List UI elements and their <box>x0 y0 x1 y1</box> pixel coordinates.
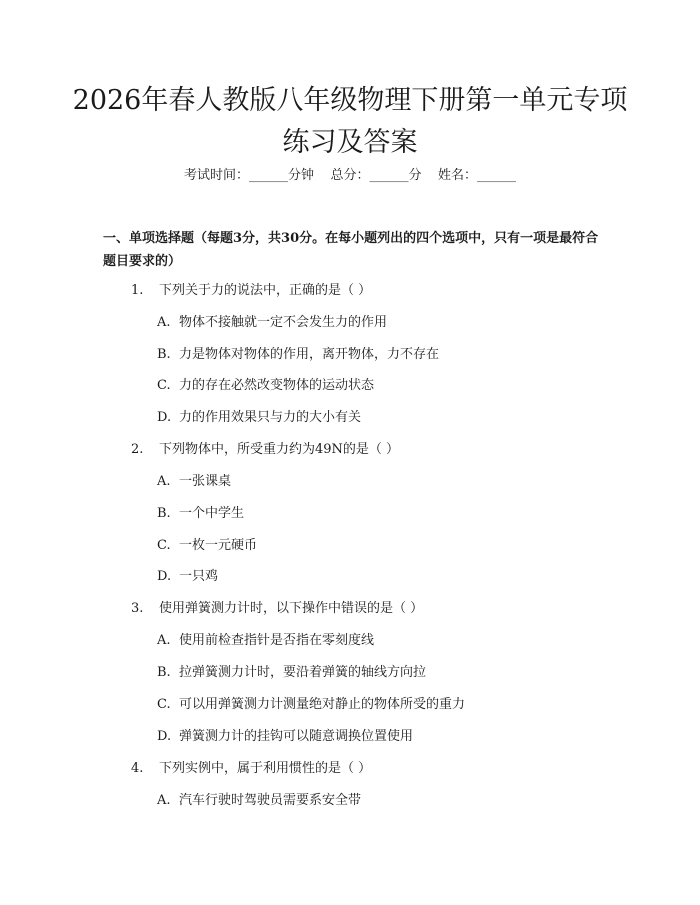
question-1-option-b <box>157 345 439 365</box>
option-letter: D. <box>157 729 172 744</box>
question-3-option-c <box>157 695 465 715</box>
question-3-option-b <box>157 663 426 683</box>
option-letter: A. <box>157 474 171 489</box>
option-text: 一枚一元硬币 <box>179 538 258 553</box>
question-1 <box>131 281 371 301</box>
section-heading: 一、单项选择题（每题3分，共30分。在每小题列出的四个选项中，只有一项是最符合题目要求的） <box>103 231 599 269</box>
question-stem: 使用弹簧测力计时，以下操作中错误的是（ ） <box>159 601 424 616</box>
option-text: 拉弹簧测力计时，要沿着弹簧的轴线方向拉 <box>179 665 427 680</box>
option-letter: A. <box>157 633 171 648</box>
question-number: 4. <box>131 761 144 776</box>
option-letter: C. <box>157 538 171 553</box>
question-number: 1. <box>131 283 144 298</box>
question-2-option-b <box>157 504 244 524</box>
option-letter: C. <box>157 697 171 712</box>
question-4 <box>131 759 371 779</box>
option-text: 力的存在必然改变物体的运动状态 <box>179 378 375 393</box>
question-1-option-a <box>157 313 387 333</box>
option-text: 一个中学生 <box>179 506 245 521</box>
option-letter: D. <box>157 410 172 425</box>
option-text: 物体不接触就一定不会发生力的作用 <box>179 315 388 330</box>
question-stem: 下列实例中，属于利用惯性的是（ ） <box>159 761 372 776</box>
option-text: 弹簧测力计的挂钩可以随意调换位置使用 <box>179 729 414 744</box>
option-letter: A. <box>157 793 171 808</box>
option-text: 可以用弹簧测力计测量绝对静止的物体所受的重力 <box>179 697 466 712</box>
question-1-option-c <box>157 376 374 396</box>
option-text: 一张课桌 <box>179 474 232 489</box>
question-4-option-a <box>157 791 361 811</box>
question-3 <box>131 599 423 619</box>
option-text: 力的作用效果只与力的大小有关 <box>179 410 362 425</box>
option-letter: B. <box>157 506 171 521</box>
question-2-option-d <box>157 567 218 587</box>
option-text: 一只鸡 <box>179 569 219 584</box>
option-letter: C. <box>157 378 171 393</box>
option-letter: B. <box>157 665 171 680</box>
option-text: 力是物体对物体的作用，离开物体，力不存在 <box>179 347 440 362</box>
question-1-option-d <box>157 408 361 428</box>
option-letter: B. <box>157 347 171 362</box>
question-2 <box>131 440 399 460</box>
exam-info-line: 考试时间：______分钟 总分：______分 姓名：______ <box>183 168 517 183</box>
question-number: 2. <box>131 442 144 457</box>
option-text: 使用前检查指针是否指在零刻度线 <box>179 633 375 648</box>
question-2-option-a <box>157 472 231 492</box>
question-stem: 下列物体中，所受重力约为49N的是（ ） <box>159 442 400 457</box>
question-number: 3. <box>131 601 144 616</box>
question-3-option-a <box>157 631 374 651</box>
option-letter: A. <box>157 315 171 330</box>
document-title: 2026年春人教版八年级物理下册第一单元专项练习及答案 <box>72 85 628 158</box>
option-text: 汽车行驶时驾驶员需要系安全带 <box>179 793 362 808</box>
question-stem: 下列关于力的说法中，正确的是（ ） <box>159 283 372 298</box>
question-3-option-d <box>157 727 413 747</box>
question-2-option-c <box>157 536 257 556</box>
option-letter: D. <box>157 569 172 584</box>
